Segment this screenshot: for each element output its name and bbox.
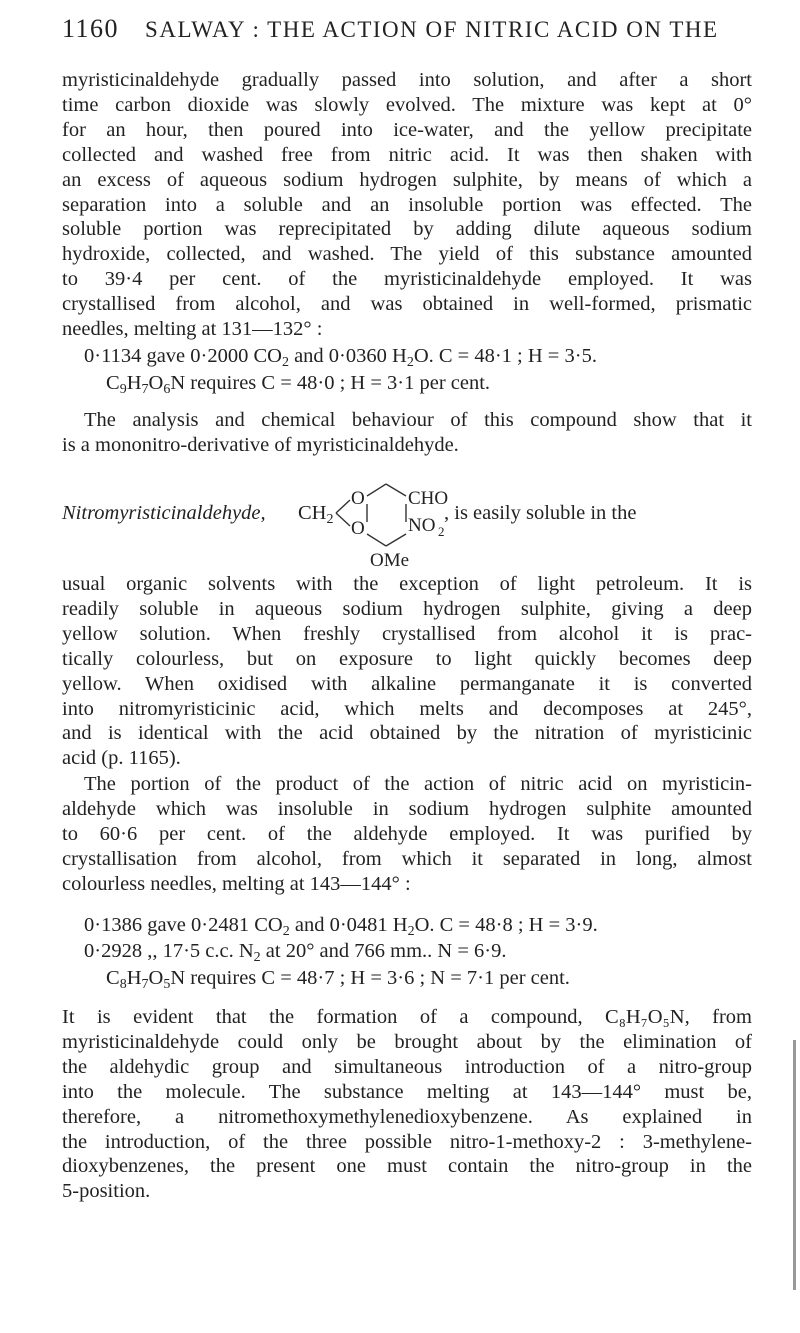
ring-oxygen-top: O [351,488,365,509]
text-line: The portion of the product of the action of nitric acid on myristicin- [84,773,752,795]
analysis-line: 0·1386 gave 0·2481 $CO_2$ and 0·0481 $H_2O$. C = 48·8 ; H = 3·9. [84,914,598,939]
aldehyde-group: CHO [408,488,449,509]
paragraph-5 [62,1005,752,1204]
running-header [62,14,752,44]
text-line: to 39·4 per cent. of the myristicinaldehyde employed. It was [62,268,752,291]
paragraph-2 [62,408,752,458]
text-line: needles, melting at 131—132° : [62,318,323,341]
text-line: readily soluble in aqueous sodium hydrogen sulphite, giving a deep [62,597,752,620]
text-line: and is identical with the acid obtained by the nitration of myristicinic [62,722,752,745]
text-line: dioxybenzenes, the present one must contain the nitro-group in the [62,1155,752,1178]
compound-name: Nitromyristicinaldehyde, [62,502,266,524]
paragraph-4 [62,772,752,897]
text-line: myristicinaldehyde gradually passed into solution, and after a short [62,69,752,91]
text-line: myristicinaldehyde could only be brought about by the elimination of [62,1030,752,1053]
analysis-line: 0·2928 ,, 17·5 c.c. $N_2$ at 20° and 766 mm.. N = 6·9. [84,940,507,965]
paragraph-3 [62,572,752,771]
structure-trailing-text: , is easily soluble in the [444,502,637,524]
text-line: an excess of aqueous sodium hydrogen sulphite, by means of which a [62,168,752,191]
text-line: yellow. When oxidised with alkaline permanganate it is converted [62,672,752,695]
methoxy-group: OMe [370,550,410,568]
formula-requirement: $C_9H_7O_6N$ requires C = 48·0 ; H = 3·1 per cent. [106,372,491,397]
text-line: usual organic solvents with the exception of light petroleum. It is [62,573,752,595]
text-line: the introduction, of the three possible nitro-1-methoxy-2 : 3-methylene- [62,1130,752,1153]
text-line: aldehyde which was insoluble in sodium hydrogen sulphite amounted [62,797,752,820]
text-line: is a mononitro-derivative of myristicinaldehyde. [62,433,459,456]
text-line: yellow solution. When freshly crystallised from alcohol it is prac- [62,622,752,645]
text-line: the aldehydic group and simultaneous introduction of a nitro-group [62,1055,752,1078]
text-line: The analysis and chemical behaviour of this compound show that it [84,409,752,431]
text-line: separation into a soluble and an insoluble portion was effected. The [62,193,752,216]
nitro-group: NO [408,515,436,536]
text-line: It is evident that the formation of a compound, C₈H₇O₅N, from [62,1006,752,1028]
text-line: colourless needles, melting at 143—144° : [62,872,411,895]
running-title: SALWAY : THE ACTION OF NITRIC ACID ON THE [145,17,719,42]
text-line: tically colourless, but on exposure to light quickly becomes deep [62,647,752,670]
text-line: for an hour, then poured into ice-water, and the yellow precipitate [62,118,752,141]
methylene-group: CH [298,502,327,524]
page-edge-mark [793,1040,796,1290]
text-line: into the molecule. The substance melting at 143—144° must be, [62,1080,752,1103]
analysis-line: 0·1134 gave 0·2000 $CO_2$ and 0·0360 $H_2O$. C = 48·1 ; H = 3·5. [84,345,597,370]
paragraph-1 [62,68,752,342]
text-line: soluble portion was reprecipitated by adding dilute aqueous sodium [62,218,752,241]
text-line: 5-position. [62,1180,151,1203]
ring-oxygen-bottom: O [351,518,365,539]
page-number: 1160 [62,14,120,43]
text-line: crystallisation from alcohol, from which it separated in long, almost [62,847,752,870]
svg-text:2: 2 [438,524,445,539]
text-line: crystallised from alcohol, and was obtained in well-formed, prismatic [62,293,752,316]
text-line: hydroxide, collected, and washed. The yield of this substance amounted [62,243,752,266]
structural-formula: Nitromyristicinaldehyde, $CH_2$ O O CHO NO 2 OMe , is easily soluble in the [62,478,762,568]
text-line: therefore, a nitromethoxymethylenedioxybenzene. As explained in [62,1105,752,1128]
text-line: acid (p. 1165). [62,747,181,770]
text-line: into nitromyristicinic acid, which melts and decomposes at 245°, [62,697,752,720]
formula-requirement: $C_8H_7O_5N$ requires C = 48·7 ; H = 3·6 ; N = 7·1 per cent. [106,967,570,992]
text-line: to 60·6 per cent. of the aldehyde employed. It was purified by [62,822,752,845]
text-line: collected and washed free from nitric acid. It was then shaken with [62,143,752,166]
text-line: time carbon dioxide was slowly evolved. The mixture was kept at 0° [62,93,752,116]
benzene-ring-drawing [62,478,762,568]
